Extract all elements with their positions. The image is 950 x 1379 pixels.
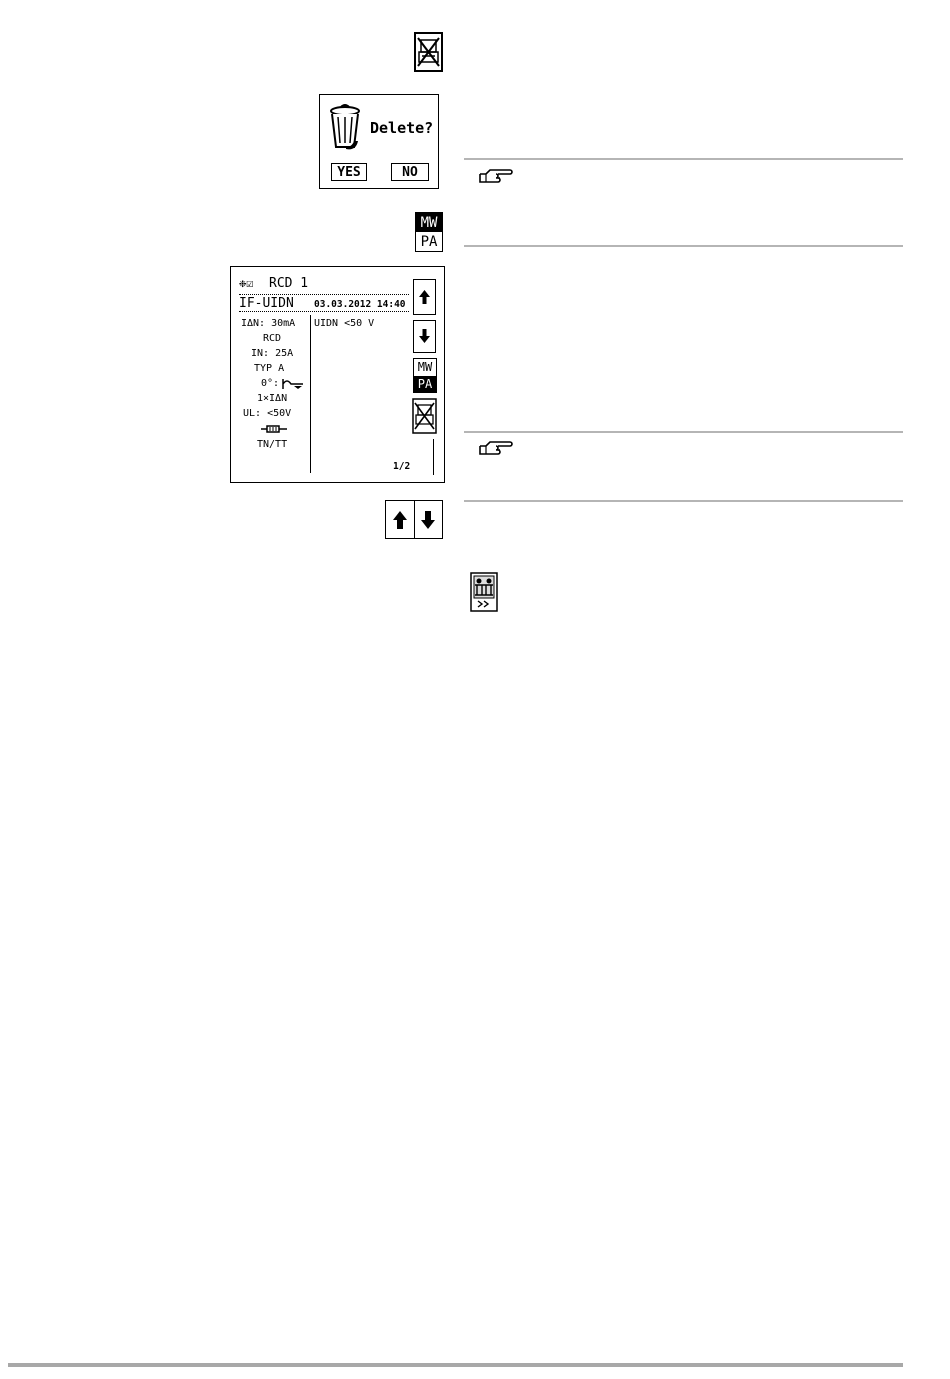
waveform-icon	[282, 378, 304, 390]
divider-3	[464, 431, 903, 433]
pointing-hand-icon	[478, 166, 516, 186]
down-key[interactable]	[415, 501, 443, 538]
divider-4	[464, 500, 903, 502]
param-multiplier: 1×IΔN	[257, 393, 288, 404]
delete-data-button[interactable]	[412, 398, 437, 434]
param-in: IN: 25A	[251, 348, 294, 359]
scrollbar[interactable]	[433, 439, 437, 475]
column-divider	[310, 315, 311, 473]
probe-icon	[259, 424, 289, 434]
yes-button-label: YES	[337, 164, 361, 180]
delete-prompt: Delete?	[370, 119, 434, 137]
param-typ: TYP A	[254, 363, 285, 374]
trash-can-icon	[328, 103, 364, 151]
delete-data-icon[interactable]	[414, 32, 443, 72]
down-arrow-icon	[414, 321, 435, 352]
no-button-label: NO	[402, 164, 418, 180]
record-name: RCD 1	[269, 276, 309, 291]
skip-next-icon	[470, 572, 498, 612]
mw-pa-icon[interactable]	[415, 212, 443, 252]
test-function: IF-UIDN	[239, 296, 294, 311]
scroll-up-button[interactable]	[413, 279, 436, 315]
mw-label: MW	[416, 213, 442, 232]
header-dotted-rule	[239, 294, 409, 295]
divider-2	[464, 245, 903, 247]
pa-label: PA	[416, 232, 442, 251]
mw-label: MW	[414, 359, 436, 376]
up-arrow-icon	[392, 509, 408, 531]
header-symbols: ❉☑	[239, 276, 254, 290]
up-arrow-icon	[414, 280, 435, 314]
param-ul: UL: <50V	[243, 408, 292, 419]
no-print-icon	[412, 398, 437, 434]
up-down-keys[interactable]	[385, 500, 443, 539]
delete-dialog	[319, 94, 439, 189]
scroll-down-button[interactable]	[413, 320, 436, 353]
pointing-hand-icon-2	[478, 438, 516, 458]
page-indicator: 1/2	[393, 461, 411, 472]
param-type: RCD	[263, 333, 282, 344]
test-dotted-rule	[239, 311, 409, 312]
up-key[interactable]	[386, 501, 415, 538]
param-phase: 0°:	[261, 378, 280, 389]
no-button[interactable]	[391, 163, 429, 181]
test-datetime: 03.03.2012 14:40	[314, 299, 406, 310]
yes-button[interactable]	[331, 163, 367, 181]
down-arrow-icon	[420, 509, 436, 531]
param-network: TN/TT	[257, 439, 288, 450]
param-idn: IΔN: 30mA	[241, 318, 296, 329]
mw-pa-button[interactable]	[413, 358, 437, 393]
result-value: UIDN <50 V	[314, 318, 375, 329]
skip-next-button[interactable]	[470, 572, 498, 612]
result-screen	[230, 266, 445, 483]
divider-1	[464, 158, 903, 160]
footer-rule	[8, 1363, 903, 1367]
pa-label: PA	[414, 376, 436, 393]
